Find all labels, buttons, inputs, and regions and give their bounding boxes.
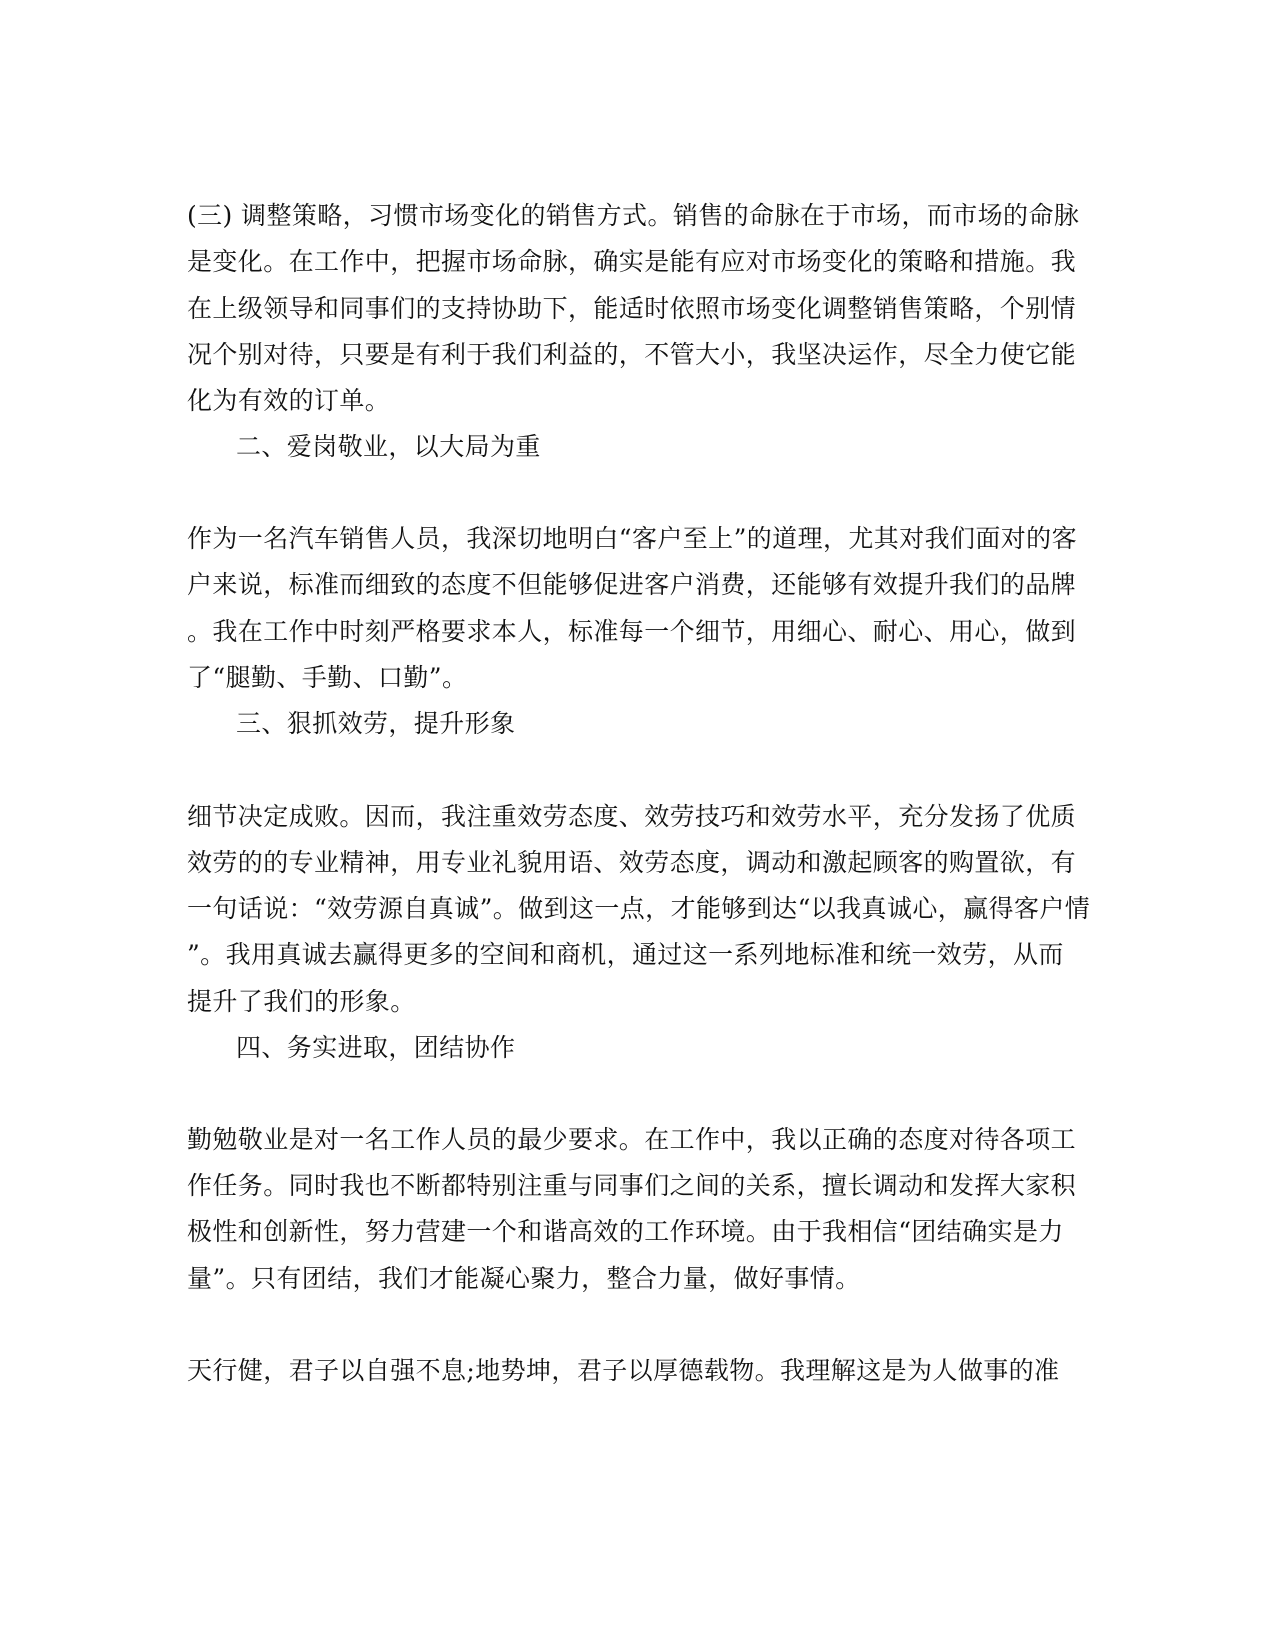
section-heading-two: 二、爱岗敬业，以大局为重 [236, 432, 541, 461]
paragraph-line: 效劳的的专业精神，用专业礼貌用语、效劳态度，调动和激起顾客的购置欲，有 [187, 848, 1077, 877]
paragraph-line: 。我在工作中时刻严格要求本人，标准每一个细节，用细心、耐心、用心，做到 [187, 617, 1077, 646]
paragraph-line: 在上级领导和同事们的支持协助下，能适时依照市场变化调整销售策略，个别情 [187, 294, 1077, 323]
paragraph-line: 化为有效的订单。 [187, 386, 391, 415]
paragraph-line: 是变化。在工作中，把握市场命脉，确实是能有应对市场变化的策略和措施。我 [187, 247, 1077, 276]
paragraph-line: 一句话说：“效劳源自真诚”。做到这一点，才能够到达“以我真诚心，赢得客户情 [187, 894, 1091, 923]
paragraph-line: 天行健，君子以自强不息;地势坤，君子以厚德载物。我理解这是为人做事的准 [187, 1356, 1060, 1385]
paragraph-line: 细节决定成败。因而，我注重效劳态度、效劳技巧和效劳水平，充分发扬了优质 [187, 802, 1077, 831]
section-heading-three: 三、狠抓效劳，提升形象 [236, 709, 516, 738]
paragraph-line: 作任务。同时我也不断都特别注重与同事们之间的关系，擅长调动和发挥大家积 [187, 1171, 1077, 1200]
paragraph-line: 提升了我们的形象。 [187, 987, 416, 1016]
paragraph-line: (三) 调整策略，习惯市场变化的销售方式。销售的命脉在于市场，而市场的命脉 [187, 201, 1080, 230]
paragraph-line: 量”。只有团结，我们才能凝心聚力，整合力量，做好事情。 [187, 1264, 861, 1293]
paragraph-line: ”。我用真诚去赢得更多的空间和商机，通过这一系列地标准和统一效劳，从而 [187, 940, 1064, 969]
section-heading-four: 四、务实进取，团结协作 [236, 1033, 516, 1062]
paragraph-line: 了“腿勤、手勤、口勤”。 [187, 663, 468, 692]
paragraph-line: 户来说，标准而细致的态度不但能够促进客户消费，还能够有效提升我们的品牌 [187, 570, 1077, 599]
paragraph-line: 极性和创新性，努力营建一个和谐高效的工作环境。由于我相信“团结确实是力 [187, 1217, 1064, 1246]
paragraph-line: 勤勉敬业是对一名工作人员的最少要求。在工作中，我以正确的态度对待各项工 [187, 1125, 1077, 1154]
paragraph-line: 作为一名汽车销售人员，我深切地明白“客户至上”的道理，尤其对我们面对的客 [187, 524, 1077, 553]
paragraph-line: 况个别对待，只要是有利于我们利益的，不管大小，我坚决运作，尽全力使它能 [187, 340, 1077, 369]
